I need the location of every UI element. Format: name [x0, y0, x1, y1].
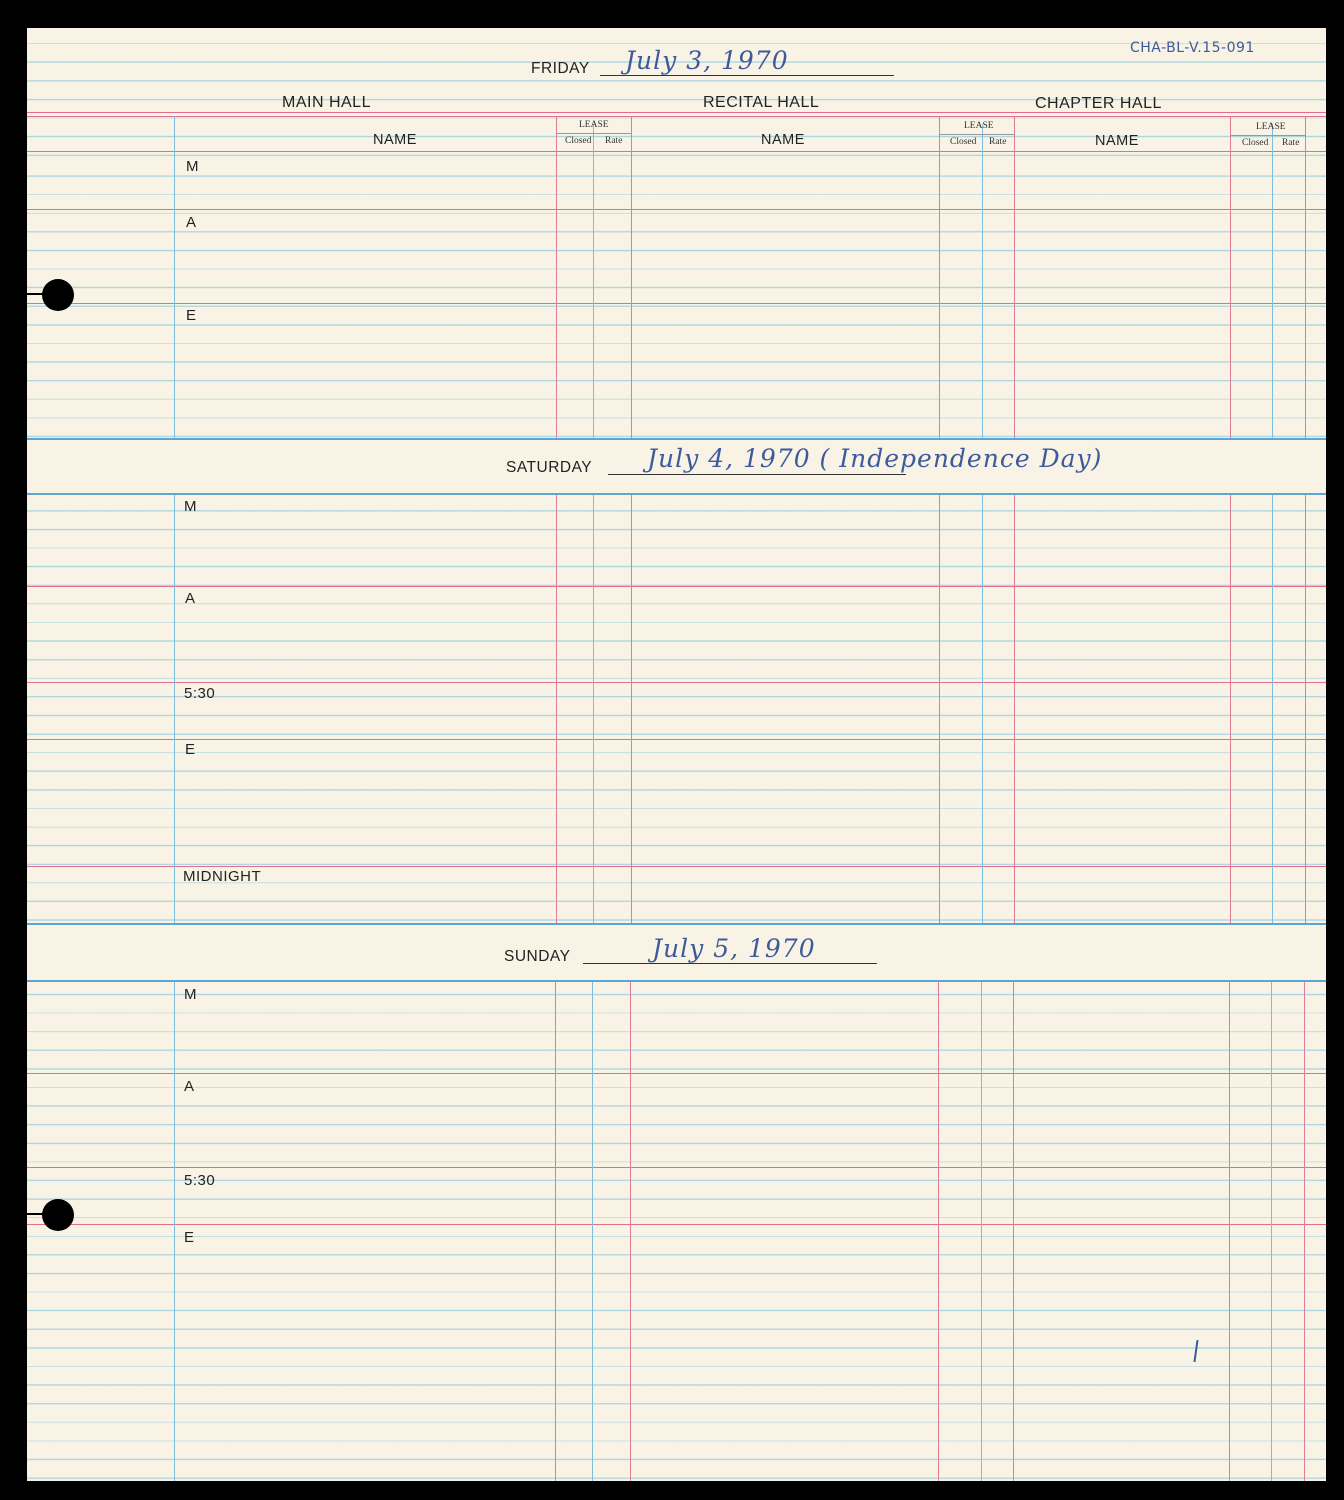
date-underline	[608, 474, 906, 475]
column-name-main: NAME	[373, 132, 417, 148]
date-friday: July 3, 1970	[625, 46, 789, 75]
slot-evening: E	[185, 741, 196, 758]
slot-morning: M	[184, 498, 197, 515]
column-header-rule	[27, 151, 1326, 152]
column-divider	[938, 982, 939, 1481]
hall-heading-recital: RECITAL HALL	[703, 94, 820, 111]
lease-rate-recital: Rate	[989, 137, 1007, 147]
date-saturday: July 4, 1970 ( Independence Day)	[647, 444, 1103, 473]
slot-evening: E	[186, 307, 197, 324]
lease-divider	[940, 134, 1014, 135]
slot-rule	[27, 1073, 1326, 1074]
slot-morning: M	[184, 986, 197, 1003]
slot-time-530: 5:30	[184, 685, 216, 702]
binder-hole	[42, 1199, 74, 1231]
date-underline	[583, 963, 877, 964]
date-sunday: July 5, 1970	[652, 934, 816, 963]
reference-code: CHA-BL-V.15-091	[1130, 40, 1255, 56]
lease-divider	[557, 133, 631, 134]
column-divider	[593, 124, 594, 439]
slot-rule	[27, 209, 1326, 210]
band-rule	[27, 923, 1326, 925]
hall-heading-chapter: CHAPTER HALL	[1035, 95, 1162, 112]
column-divider	[1272, 495, 1273, 923]
hall-heading-main: MAIN HALL	[282, 94, 371, 111]
lease-rate-chapter: Rate	[1282, 138, 1300, 148]
column-divider	[630, 982, 631, 1481]
column-divider	[556, 495, 557, 923]
slot-rule	[27, 1224, 1326, 1225]
column-divider	[982, 495, 983, 923]
column-name-recital: NAME	[761, 132, 805, 148]
column-divider	[174, 982, 175, 1481]
lease-rate-main: Rate	[605, 136, 623, 146]
column-divider	[982, 124, 983, 439]
binder-notch	[27, 293, 45, 295]
column-divider	[1272, 124, 1273, 439]
slot-midnight: MIDNIGHT	[183, 868, 262, 885]
lease-header-main: LEASE	[579, 120, 609, 130]
binder-notch	[27, 1213, 45, 1215]
column-divider	[593, 495, 594, 923]
column-divider	[592, 982, 593, 1481]
column-divider	[1230, 116, 1231, 439]
column-divider	[1271, 982, 1272, 1481]
column-divider	[631, 116, 632, 439]
column-divider	[1305, 495, 1306, 923]
column-divider	[556, 116, 557, 439]
slot-rule	[27, 303, 1326, 304]
column-divider	[1305, 116, 1306, 439]
column-divider	[1014, 495, 1015, 923]
lease-closed-main: Closed	[565, 136, 592, 146]
column-divider	[1229, 982, 1230, 1481]
binder-hole	[42, 279, 74, 311]
slot-afternoon: A	[185, 590, 196, 607]
band-rule	[27, 493, 1326, 495]
column-divider	[1013, 982, 1014, 1481]
slot-rule	[27, 739, 1326, 740]
slot-time-530: 5:30	[184, 1172, 216, 1189]
band-rule	[27, 980, 1326, 982]
date-underline	[600, 75, 894, 76]
lease-header-chapter: LEASE	[1256, 122, 1286, 132]
column-divider	[174, 116, 175, 439]
lease-divider	[1231, 135, 1305, 136]
ledger-page	[27, 28, 1326, 1481]
slot-evening: E	[184, 1229, 195, 1246]
lease-closed-recital: Closed	[950, 137, 977, 147]
band-rule	[27, 438, 1326, 440]
column-divider	[1230, 495, 1231, 923]
day-label-saturday: SATURDAY	[506, 459, 593, 476]
day-label-sunday: SUNDAY	[504, 948, 571, 965]
column-divider	[631, 495, 632, 923]
column-divider	[939, 116, 940, 439]
slot-rule	[27, 586, 1326, 587]
slot-morning: M	[186, 158, 199, 175]
column-divider	[981, 982, 982, 1481]
header-rule	[27, 116, 1326, 117]
column-name-chapter: NAME	[1095, 133, 1139, 149]
slot-rule	[27, 682, 1326, 683]
column-divider	[1304, 982, 1305, 1481]
slot-rule	[27, 1167, 1326, 1168]
lease-closed-chapter: Closed	[1242, 138, 1269, 148]
column-divider	[555, 982, 556, 1481]
slot-afternoon: A	[186, 214, 197, 231]
column-divider	[174, 495, 175, 923]
pen-mark	[1193, 1340, 1198, 1362]
slot-afternoon: A	[184, 1078, 195, 1095]
column-divider	[939, 495, 940, 923]
day-label-friday: FRIDAY	[531, 60, 590, 77]
column-divider	[1014, 116, 1015, 439]
lease-header-recital: LEASE	[964, 121, 994, 131]
